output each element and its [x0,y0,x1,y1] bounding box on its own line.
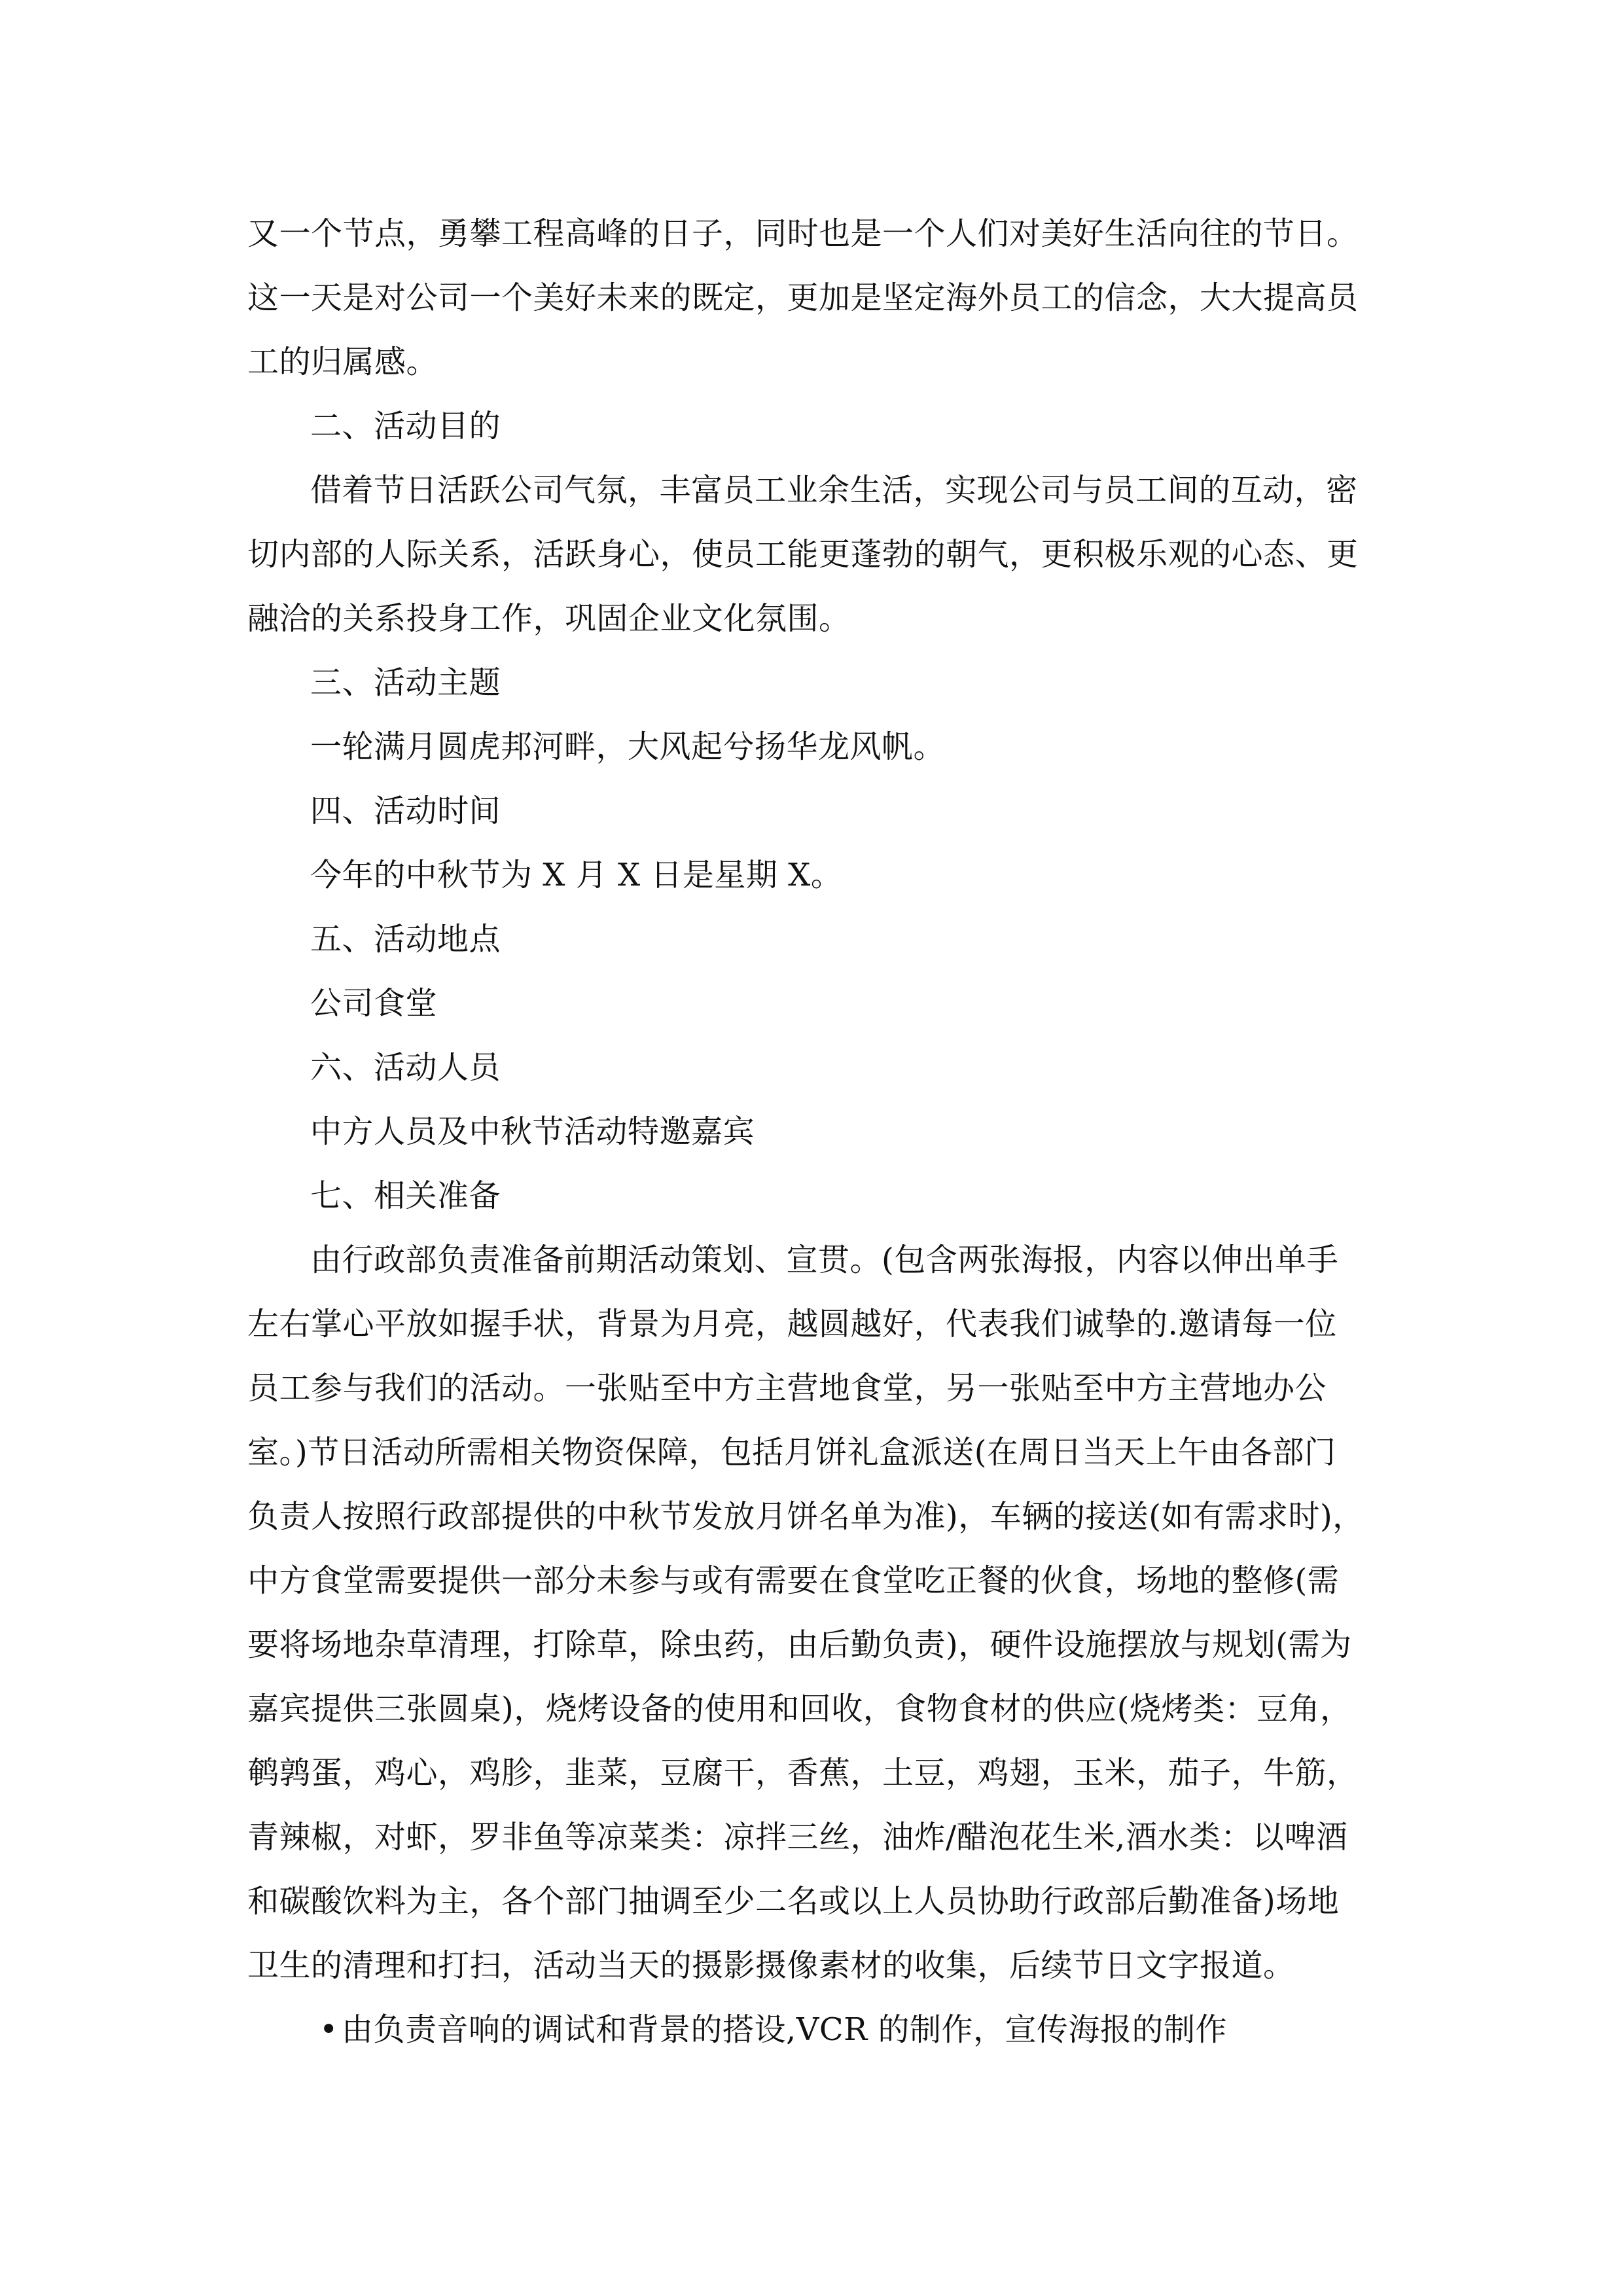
text-line: 工的归属感。 [247,344,438,380]
section-heading: 二、活动目的 [310,408,501,444]
text-line: 公司食堂 [310,985,438,1022]
text-line: 中方食堂需要提供一部分未参与或有需要在食堂吃正餐的伙食，场地的整修(需 [247,1562,1340,1599]
text-line: 中方人员及中秋节活动特邀嘉宾 [310,1113,755,1150]
text-line: 和碳酸饮料为主，各个部门抽调至少二名或以上人员协助行政部后勤准备)场地 [247,1883,1340,1920]
section-heading: 五、活动地点 [310,921,501,958]
bullet-icon: • [319,2011,338,2048]
section-heading: 四、活动时间 [310,793,501,829]
text-line: 融洽的关系投身工作，巩固企业文化氛围。 [247,600,851,637]
text-line: 员工参与我们的活动。一张贴至中方主营地食堂，另一张贴至中方主营地办公 [247,1370,1327,1407]
section-heading: 六、活动人员 [310,1049,501,1086]
text-line: 室。)节日活动所需相关物资保障，包括月饼礼盒派送(在周日当天上午由各部门 [247,1434,1336,1471]
section-heading: 三、活动主题 [310,664,501,701]
text-line: 一轮满月圆虎邦河畔，大风起兮扬华龙风帆。 [310,728,946,765]
section-heading: 七、相关准备 [310,1177,501,1214]
text-line: 负责人按照行政部提供的中秋节发放月饼名单为准)，车辆的接送(如有需求时)， [247,1498,1364,1535]
bullet-text: 由负责音响的调试和背景的搭设,VCR 的制作，宣传海报的制作 [342,2011,1228,2048]
text-line: 由行政部负责准备前期活动策划、宣贯。(包含两张海报，内容以伸出单手 [310,1242,1339,1278]
text-line: 又一个节点，勇攀工程高峰的日子，同时也是一个人们对美好生活向往的节日。 [247,215,1359,252]
text-line: 要将场地杂草清理，打除草，除虫药，由后勤负责)，硬件设施摆放与规划(需为 [247,1626,1352,1663]
text-line: 青辣椒，对虾，罗非鱼等凉菜类：凉拌三丝，油炸/醋泡花生米,酒水类：以啤酒 [247,1819,1348,1856]
text-line: 今年的中秋节为 X 月 X 日是星期 X。 [310,857,843,893]
text-line: 鹌鹑蛋，鸡心，鸡胗，韭菜，豆腐干，香蕉，土豆，鸡翅，玉米，茄子，牛筋， [247,1755,1359,1791]
text-line: 这一天是对公司一个美好未来的既定，更加是坚定海外员工的信念，大大提高员 [247,279,1359,316]
document-body [247,202,1387,2062]
text-line: 借着节日活跃公司气氛，丰富员工业余生活，实现公司与员工间的互动，密 [310,472,1358,509]
bullet-item [247,1998,1387,2062]
text-line: 切内部的人际关系，活跃身心，使员工能更蓬勃的朝气，更积极乐观的心态、更 [247,536,1359,573]
text-line: 卫生的清理和打扫，活动当天的摄影摄像素材的收集，后续节日文字报道。 [247,1947,1295,1984]
text-line: 左右掌心平放如握手状，背景为月亮，越圆越好，代表我们诚挚的.邀请每一位 [247,1306,1337,1342]
text-line: 嘉宾提供三张圆桌)，烧烤设备的使用和回收，食物食材的供应(烧烤类：豆角， [247,1691,1352,1727]
